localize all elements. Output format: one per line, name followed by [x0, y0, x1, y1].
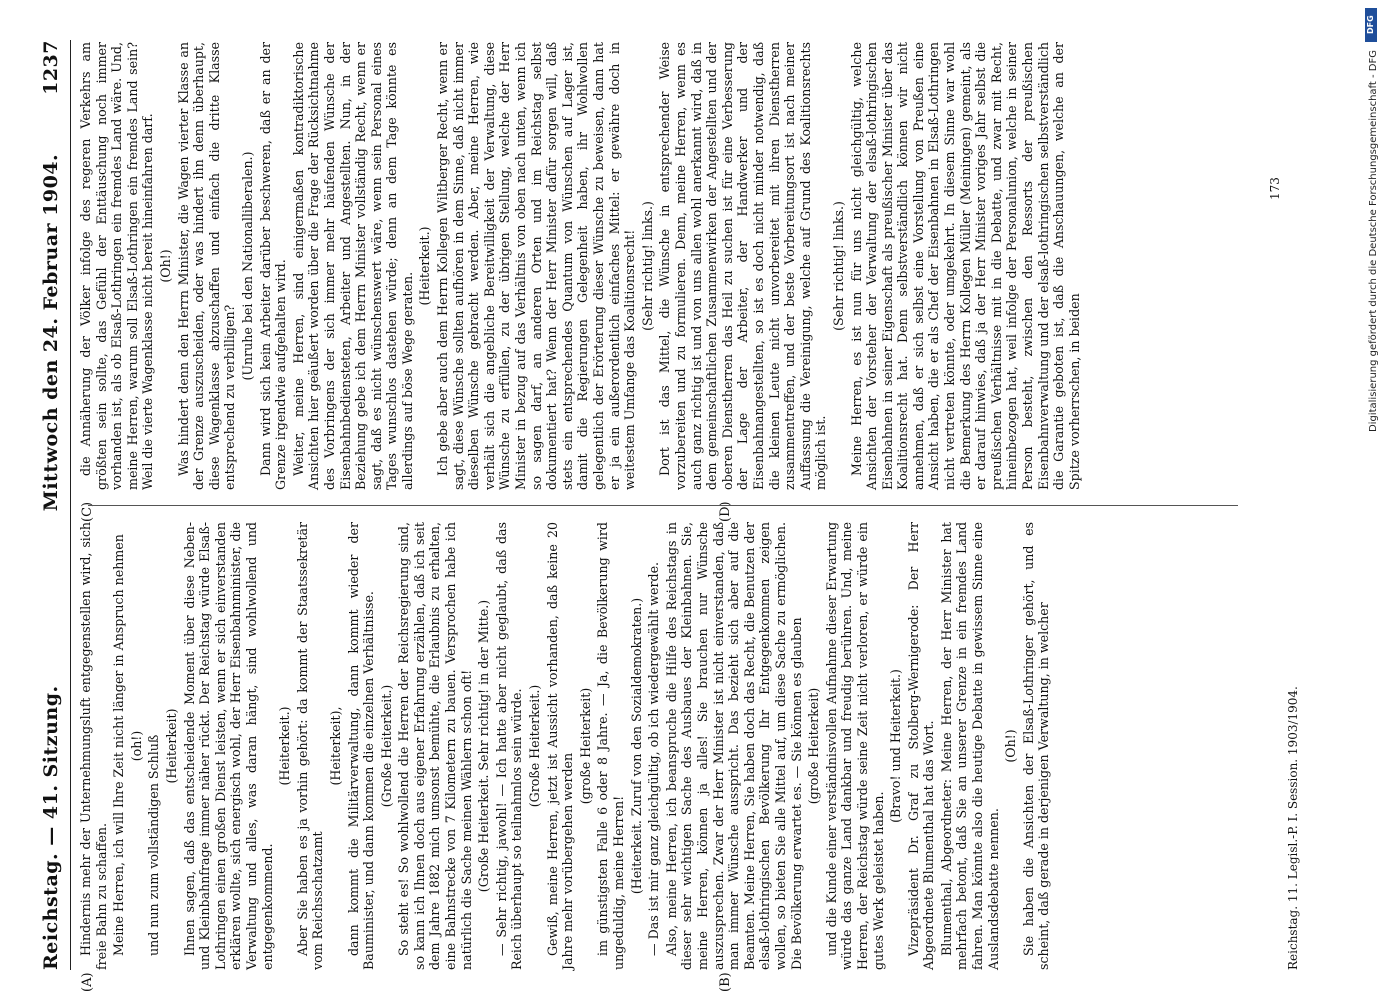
paragraph: Meine Herren, es ist nun für uns nicht gleichgültig, welche Ansichten der Vorsteher der Verwaltung der elsaß-lothringischen Eisenbahnen in seiner Eigenschaft als preußischer Minister über das Koalitionsrecht hat. Denn selbstverständlich können wir nicht annehmen, daß er sich selbst eine Vorstellung von Preußen eine Ansicht haben, die er als Chef der Eisenbahnen in Elsaß-Lothringen nicht vertreten könnte, oder umgekehrt. In diesem Sinne war wohl die Bemerkung des Herrn Kollegen Müller (Meiningen) gemeint, als er darauf hinwies, daß ja der Herr Minister voriges Jahr selbst die preußischen Verhältnisse mit in die Debatte, und zwar mit Recht, hineinbezogen hat, weil infolge der Personalunion, welche in seiner Person besteht, zwischen den Ressorts der preußischen Eisenbahnverwaltung und der elsaß-lothringischen selbstverständlich die Garantie geboten ist, daß die Anschauungen, welche an der Spitze vorherrschen, in beiden	[848, 41, 1082, 490]
paragraph: Also, meine Herren, ich beanspruche die Hilfe des Reichstags in dieser sehr wichtigen Sache des Ausbaues der Kleinbahnen. Sie, meine Herren, können ja alles! Sie brauchen nur Wünsche auszusprechen. Zwar der Herr Minister ist nicht einverstanden, daß man immer Wünsche ausspricht. Das bezieht sich aber auf die Beamten. Meine Herren, Sie haben doch das Recht, die Benutzen der elsaß-lothringischen Bevölkerung Ihr Entgegenkommen zeigen wollen, so bieten Sie alle Mittel auf, um diese Sache zu ermöglichen. Die Bevölkerung erwartet es. — Sie können es glauben	[663, 522, 804, 970]
column-divider	[88, 505, 1238, 506]
paragraph: Gewiß, meine Herren, jetzt ist Aussicht vorhanden, daß keine 20 Jahre mehr vorübergehen werden	[544, 522, 576, 970]
page-number: 1237	[40, 40, 62, 95]
interjection: (Heiterkeit.)	[277, 706, 293, 786]
interjection: (Große Heiterkeit.)	[378, 684, 394, 808]
dfg-credit-strip	[1361, 0, 1383, 1000]
paragraph: — Das ist mir ganz gleichgültig, ob ich wiedergewählt werde.	[646, 561, 662, 956]
margin-letter-d: (D)	[718, 501, 733, 522]
paragraph: Weiter, meine Herren, sind einigermaßen kontradiktorische Ansichten hier geäußert worden über die Frage der Rücksichtnahme des Vorbringens der sich immer mehr häufenden Wünsche der Eisenbahnbediensteten, Arbeiter und Angestellten. Nun, in der Beziehung gebe ich dem Herrn Minister vollständig Recht, wenn er sagt, daß es nicht wünschenswert wäre, wenn sein Personal eines Tages wunschlos dastehen würde; denn an dem Tage könnte es allerdings auf böse Wege geraten.	[290, 42, 415, 490]
session-date: Mittwoch den 24. Februar 1904.	[40, 153, 62, 512]
interjection: (Bravo! und Heiterkeit.)	[888, 669, 904, 823]
margin-letter-c: (C)	[80, 501, 95, 522]
left-column	[78, 522, 1054, 970]
paragraph: Ihnen sagen, daß das entscheidende Moment über diese Neben- und Kleinbahnfrage immer näher rückt. Der Reichstag würde Elsaß-Lothringen einen großen Dienst leisten, wenn er sich einverstanden erklären wollte, sich energisch wohl, der Herr Eisenbahnminister, die Verwaltung und alles, was daran hängt, sind wohlwollend und entgegenkommend.	[181, 522, 275, 970]
page-title: Reichstag. — 41. Sitzung.	[40, 685, 62, 970]
paragraph: Meine Herren, ich will Ihre Zeit nicht länger in Anspruch nehmen	[111, 534, 127, 956]
interjection: (Sehr richtig! links.)	[830, 201, 846, 331]
page-header	[36, 40, 66, 970]
paragraph: dann kommt die Militärverwaltung, dann kommt wieder der Bauminister, und dann kommen die einzelnen Verhältnisse.	[345, 522, 377, 970]
interjection: (Große Heiterkeit. Sehr richtig! in der Mitte.)	[476, 599, 492, 893]
footer-sheet-number: 173	[1268, 177, 1282, 200]
paragraph: Sie haben die Ansichten der Elsaß-Lothringer gehört, und es scheint, daß gerade in derjenigen Verwaltung, in welcher	[1020, 522, 1052, 970]
paragraph: und nun zum vollständigen Schluß	[146, 734, 162, 956]
speaker-announcement: Vizepräsident Dr. Graf zu Stolberg-Wernigerode: Der Herr Abgeordnete Blumenthal hat das Wort.	[905, 522, 937, 970]
interjection: (große Heiterkeit)	[577, 687, 593, 805]
paragraph: und die Kunde einer verständnisvollen Aufnahme dieser Erwartung würde das ganze Land dankbar und freudig berühren. Und, meine Herren, der Reichstag würde seine Zeit nicht verloren, er würde ein gutes Werk geleistet haben.	[823, 522, 886, 970]
footer-session-info: Reichstag. 11. Legisl.-P. I. Session. 1903/1904.	[1286, 686, 1300, 970]
interjection: (Große Heiterkeit.)	[527, 684, 543, 808]
interjection: (Heiterkeit.)	[417, 226, 433, 306]
speaker-paragraph: Blumenthal, Abgeordneter: Meine Herren, der Herr Minister hat mehrfach betont, daß Sie an unserer Grenze in ein fremdes Land fahren. Man könnte also die heutige Debatte in gewissem Sinne eine Auslandsdebatte nennen.	[938, 522, 1001, 970]
interjection: (Heiterkeit)	[163, 708, 179, 784]
interjection: (Oh!)	[157, 249, 173, 283]
interjection: (oh!)	[128, 730, 144, 762]
interjection: (Sehr richtig! links.)	[639, 201, 655, 331]
paragraph: Dann wird sich kein Arbeiter darüber beschweren, daß er an der Grenze irgendwie aufgehalten wird.	[257, 42, 289, 490]
paragraph: Hindernis mehr der Unternehmungsluft entgegenstellen wird, sich freie Bahn zu schaffen.	[78, 522, 109, 970]
right-column	[78, 42, 1084, 490]
paragraph: Dort ist das Mittel, die Wünsche in entsprechender Weise vorzubereiten und zu formulieren. Denn, meine Herren, wenn es auch ganz richtig ist und von uns allen wohl anerkannt wird, daß in dem gemeinschaftlichen Zusammenwirken der Angestellten und der oberen Dienstherren das Heil zu suchen ist für eine Verbesserung der Lage der Arbeiter, der Handwerker und der Eisenbahnangestellten, so ist es doch nicht minder notwendig, daß die kleinen Leute nicht unvorbereitet mit ihren Dienstherren zusammentreffen, und der beste Vorbereitungsort ist nach meiner Auffassung die Vereinigung, welche auf Grund des Koalitionsrechts möglich ist.	[657, 42, 829, 490]
interjection: (Unruhe bei den Nationalliberalen.)	[239, 151, 255, 381]
paragraph: Ich gebe aber auch dem Herrn Kollegen Wiltberger Recht, wenn er sagt, diese Wünsche sollten aufhören in dem Sinne, daß nicht immer dieselben Wünsche gebracht werden. Aber, meine Herren, wie verhält sich die angebliche Bereitwilligkeit der Verwaltung, diese Wünsche zu erfüllen, zu der übrigen Stellung, welche der Herr Minister in bezug auf das Verhältnis von oben nach unten, wenn ich so sagen darf, an anderen Orten und im Reichstag selbst dokumentiert hat? Wenn der Herr Minister dafür sorgen will, daß stets ein entsprechendes Quantum von Wünschen auf Lager ist, damit die Regierungen Gelegenheit haben, ihr Wohlwollen gelegentlich der Erörterung dieser Wünsche zu beweisen, dann hat er ja ein außerordentlich einfaches Mittel: er gewähre doch in weitestem Umfange das Koalitionsrecht!	[435, 42, 638, 490]
header-rule	[70, 40, 71, 970]
dfg-credit-text: Digitalisierung gefördert durch die Deutsche Forschungsgemeinschaft - DFG	[1368, 50, 1379, 433]
margin-letter-a: (A)	[80, 972, 95, 992]
dfg-logo: DFG	[1365, 8, 1377, 42]
paragraph: Was hindert denn den Herrn Minister, die Wagen vierter Klasse an der Grenze auszuscheiden, oder was hindert ihn denn überhaupt, diese Wagenklasse abzuschaffen und einfach die dritte Klasse entsprechend zu verbilligen?	[175, 42, 238, 490]
paragraph: Aber Sie haben es ja vorhin gehört: da kommt der Staatssekretär vom Reichsschatzamt	[294, 522, 326, 970]
paragraph: die Annäherung der Völker infolge des regeren Verkehrs am größten sein sollte, das Gefühl der Enttäuschung noch immer vorhanden ist, als ob Elsaß-Lothringen ein fremdes Land wäre. Und, meine Herren, warum soll Elsaß-Lothringen ein fremdes Land sein? Weil die vierte Wagenklasse nicht bereit hineinfahren darf.	[78, 42, 156, 490]
margin-letter-b: (B)	[718, 972, 733, 992]
rotated-document-page	[18, 20, 1318, 1000]
interjection: (Oh!)	[1003, 729, 1019, 763]
interjection: (Heiterkeit. Zuruf von den Sozialdemokraten.)	[628, 597, 644, 895]
paragraph: So steht es! So wohlwollend die Herren der Reichsregierung sind, so kann ich Ihnen doch aus eigener Erfahrung erzählen, daß ich seit dem Jahre 1882 mich umsonst bemühte, die Erlaubnis zu erhalten, eine Bahnstrecke von 7 Kilometern zu bauen. Versprochen habe ich natürlich die Sache meinen Wählern schon oft!	[396, 522, 474, 970]
interjection: (Heiterkeit),	[327, 706, 343, 786]
interjection: (große Heiterkeit)	[806, 687, 822, 805]
paragraph: im günstigsten Falle 6 oder 8 Jahre. — Ja, die Bevölkerung wird ungeduldig, meine Herren!	[595, 522, 626, 970]
paragraph: — Sehr richtig, jawohl! — Ich hatte aber nicht geglaubt, daß das Reich überhaupt so teilnahmlos sein würde.	[493, 522, 525, 970]
